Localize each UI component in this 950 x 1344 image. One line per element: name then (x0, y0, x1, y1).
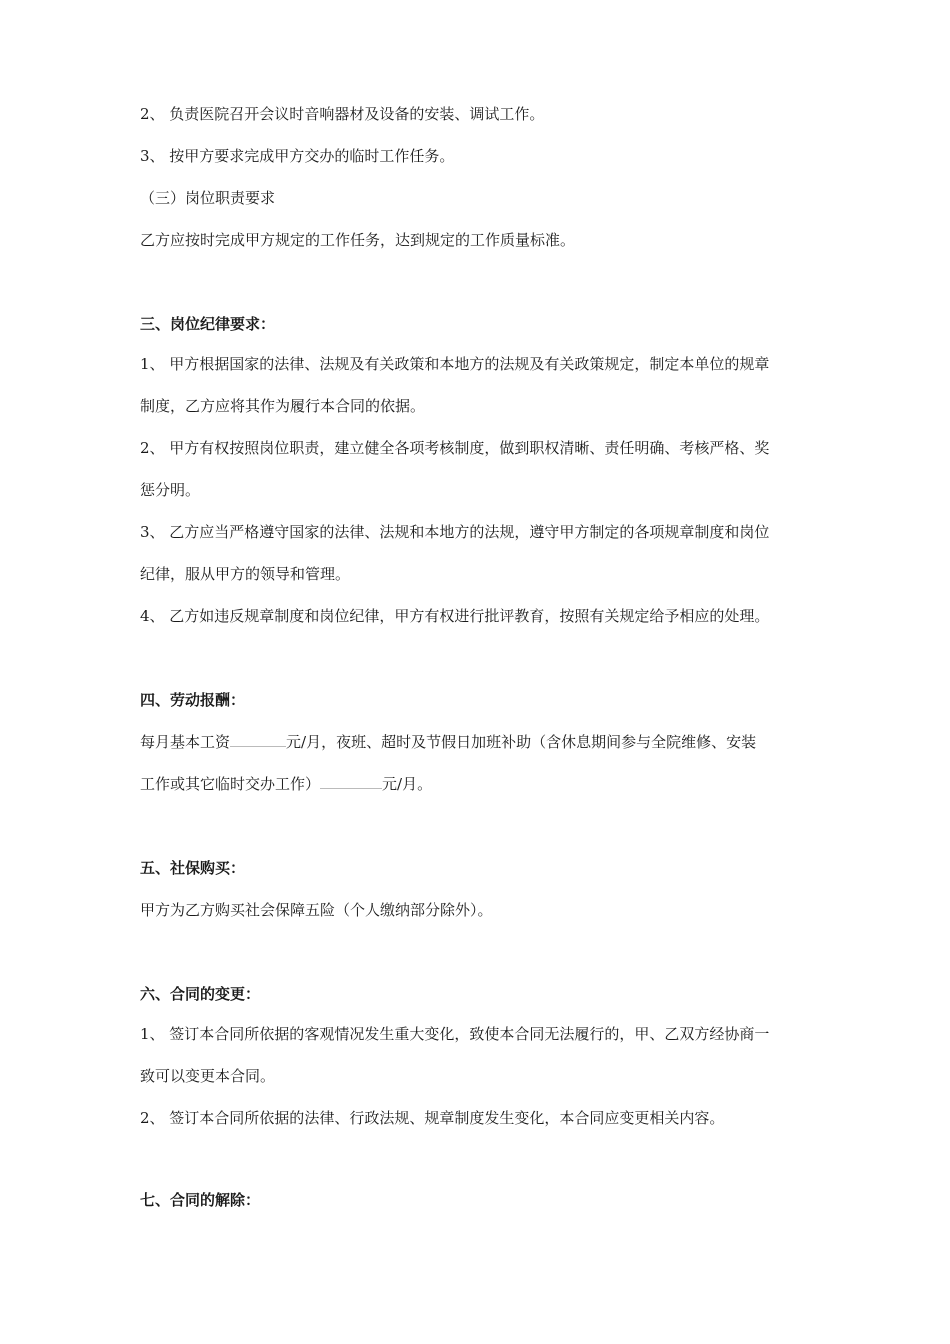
discipline-item-4: 4、 乙方如违反规章制度和岗位纪律，甲方有权进行批评教育，按照有关规定给予相应的处理。 (140, 607, 770, 625)
insurance-text: 甲方为乙方购买社会保障五险（个人缴纳部分除外）。 (140, 901, 493, 919)
duty-item-2: 2、 负责医院召开会议时音响器材及设备的安装、调试工作。 (140, 105, 545, 123)
duty-item-3: 3、 按甲方要求完成甲方交办的临时工作任务。 (140, 147, 455, 165)
subsection-text: 乙方应按时完成甲方规定的工作任务，达到规定的工作质量标准。 (140, 231, 576, 249)
discipline-item-2-line-1: 2、 甲方有权按照岗位职责，建立健全各项考核制度，做到职权清晰、责任明确、考核严格、奖 (140, 439, 770, 457)
discipline-item-3-line-2: 纪律，服从甲方的领导和管理。 (140, 565, 351, 583)
discipline-item-2-line-2: 惩分明。 (140, 481, 201, 499)
allowance-blank (320, 774, 382, 789)
pay-line-2-prefix: 工作或其它临时交办工作） (140, 775, 321, 793)
salary-blank (230, 732, 286, 747)
change-item-2: 2、 签订本合同所依据的法律、行政法规、规章制度发生变化，本合同应变更相关内容。 (140, 1109, 725, 1127)
pay-line-1-prefix: 每月基本工资 (140, 733, 231, 751)
section-7-heading: 七、合同的解除： (140, 1191, 261, 1209)
subsection-title: （三）岗位职责要求 (140, 189, 276, 207)
section-3-heading: 三、岗位纪律要求： (140, 315, 276, 333)
section-6-heading: 六、合同的变更： (140, 985, 261, 1003)
section-5-heading: 五、社保购买： (140, 859, 246, 877)
discipline-item-1-line-1: 1、 甲方根据国家的法律、法规及有关政策和本地方的法规及有关政策规定，制定本单位的规章 (140, 355, 770, 373)
pay-line-1 (140, 732, 756, 752)
discipline-item-1-line-2: 制度，乙方应将其作为履行本合同的依据。 (140, 397, 426, 415)
discipline-item-3-line-1: 3、 乙方应当严格遵守国家的法律、法规和本地方的法规，遵守甲方制定的各项规章制度和岗位 (140, 523, 770, 541)
pay-line-2 (140, 774, 432, 794)
change-item-1-line-1: 1、 签订本合同所依据的客观情况发生重大变化，致使本合同无法履行的，甲、乙双方经协商一 (140, 1025, 770, 1043)
section-4-heading: 四、劳动报酬： (140, 691, 246, 709)
pay-line-1-suffix: 元/月，夜班、超时及节假日加班补助（含休息期间参与全院维修、安装 (286, 733, 757, 751)
change-item-1-line-2: 致可以变更本合同。 (140, 1067, 276, 1085)
pay-line-2-suffix: 元/月。 (382, 775, 433, 793)
